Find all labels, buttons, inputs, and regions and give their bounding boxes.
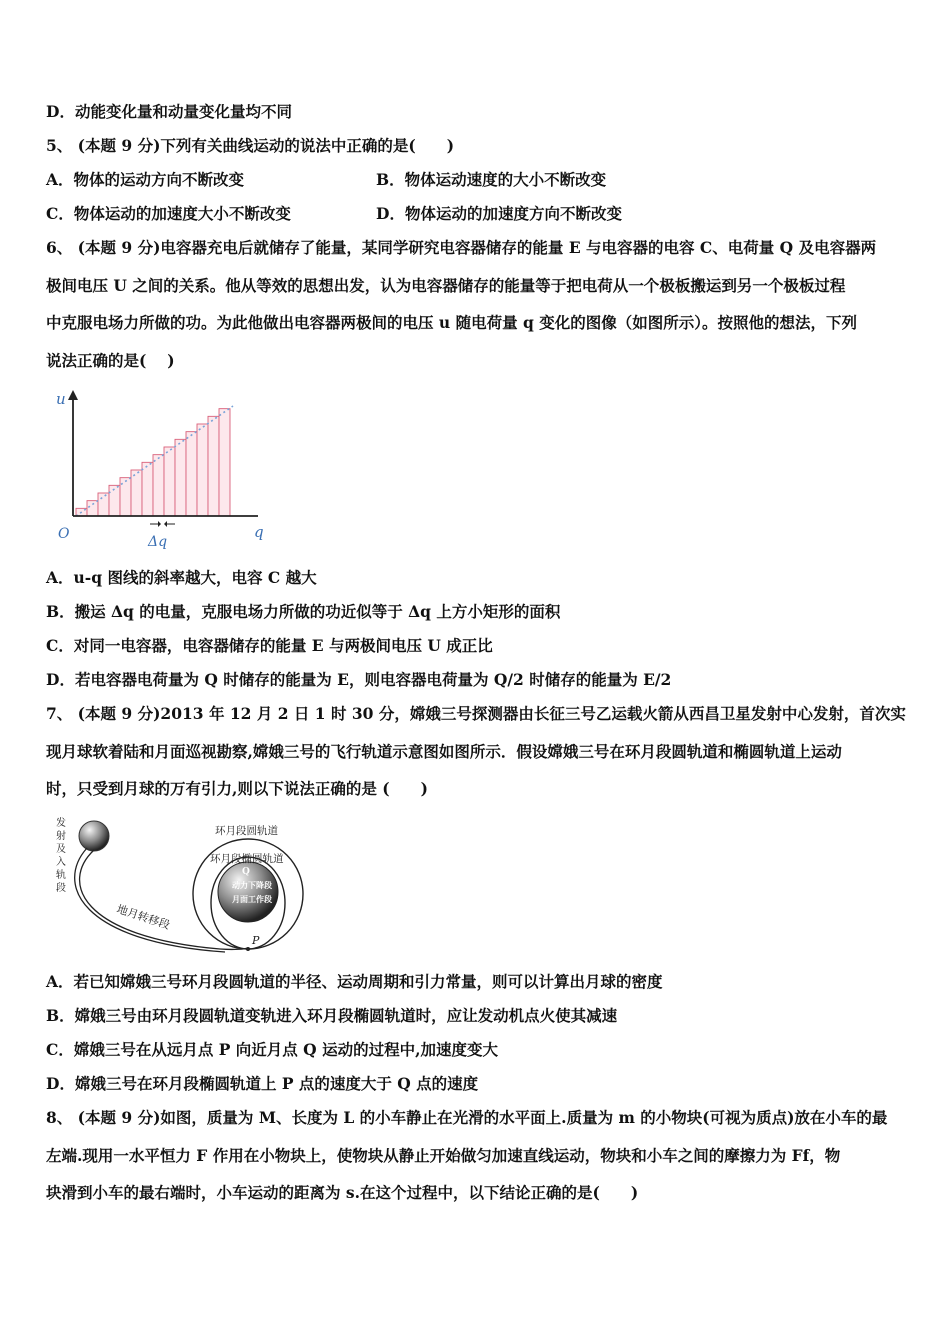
q6-stem-line-1: 6、 (本题 9 分)电容器充电后就储存了能量，某同学研究电容器储存的能量 E 与电容器的电容 C、电荷量 Q 及电容器两 [46, 238, 877, 257]
point-q-label: Q [242, 867, 250, 877]
charge-step-bar [142, 462, 153, 516]
earth-icon [79, 821, 109, 851]
point-p-label: P [252, 934, 260, 947]
launch-char: 发 [56, 818, 66, 829]
q5-option-a: A．物体的运动方向不断改变 [46, 170, 245, 189]
charge-step-bar [175, 439, 186, 516]
charge-step-bar [153, 455, 164, 516]
q7-option-d: D．嫦娥三号在环月段椭圆轨道上 P 点的速度大于 Q 点的速度 [46, 1074, 479, 1093]
transfer-phase-label: 地月转移段 [115, 902, 172, 932]
elliptical-orbit-label: 环月段椭圆轨道 [210, 853, 284, 865]
charge-step-bar [131, 470, 142, 516]
q7-option-c: C．嫦娥三号在从远月点 P 向近月点 Q 运动的过程中,加速度变大 [46, 1040, 498, 1059]
charge-step-bar [87, 501, 98, 516]
q8-stem-line-2: 左端.现用一水平恒力 F 作用在小物块上，使物块从静止开始做匀加速直线运动，物块和小车之间的摩擦力为 Ff，物 [46, 1146, 841, 1165]
delta-q-label: Δq [148, 534, 168, 550]
charge-step-bar [208, 416, 219, 516]
q5-stem: 5、 (本题 9 分)下列有关曲线运动的说法中正确的是( ) [46, 136, 455, 155]
q5-option-c: C．物体运动的加速度大小不断改变 [46, 204, 291, 223]
uq-graph-figure [50, 388, 280, 550]
charge-step-bar [98, 493, 109, 516]
delta-arrow-right-head [164, 521, 167, 527]
q6-option-a: A．u-q 图线的斜率越大，电容 C 越大 [46, 568, 317, 587]
point-p-dot [246, 947, 250, 951]
q-axis-label: q [254, 523, 264, 541]
delta-arrow-left-head [158, 521, 161, 527]
launch-char: 轨 [56, 870, 66, 881]
q7-option-b: B．嫦娥三号由环月段圆轨道变轨进入环月段椭圆轨道时，应让发动机点火使其减速 [46, 1006, 618, 1025]
charge-step-bar [219, 409, 230, 516]
u-axis-label: u [56, 390, 66, 408]
charge-step-bar [197, 424, 208, 516]
launch-phase-label [56, 816, 69, 894]
q6-stem-line-3: 中克服电场力所做的功。为此他做出电容器两极间的电压 u 随电荷量 q 变化的图像（如图所示）。按照他的想法，下列 [46, 313, 857, 332]
q6-option-c: C．对同一电容器，电容器储存的能量 E 与两极间电压 U 成正比 [46, 636, 493, 655]
q6-option-b: B．搬运 Δq 的电量，克服电场力所做的功近似等于 Δq 上方小矩形的面积 [46, 602, 561, 621]
q7-stem-line-2: 现月球软着陆和月面巡视勘察,嫦娥三号的飞行轨道示意图如图所示．假设嫦娥三号在环月段圆轨道和椭圆轨道上运动 [46, 742, 842, 761]
launch-char: 及 [56, 844, 66, 855]
circular-orbit-label: 环月段圆轨道 [215, 825, 278, 837]
orbit-diagram-figure [50, 812, 320, 954]
prev-question-option-d: D．动能变化量和动量变化量均不同 [46, 102, 292, 121]
q8-stem-line-3: 块滑到小车的最右端时，小车运动的距离为 s.在这个过程中，以下结论正确的是( ) [46, 1183, 639, 1202]
charge-step-bars [76, 409, 230, 516]
launch-char: 入 [56, 857, 66, 868]
surface-phase-label: 月面工作段 [232, 894, 272, 904]
descent-phase-label: 动力下降段 [232, 880, 272, 890]
q6-stem-line-2: 极间电压 U 之间的关系。他从等效的思想出发，认为电容器储存的能量等于把电荷从一个极板搬运到另一个极板过程 [46, 276, 846, 295]
q5-option-d: D．物体运动的加速度方向不断改变 [376, 204, 622, 223]
charge-step-bar [186, 432, 197, 516]
u-axis-arrow [68, 390, 78, 400]
q7-stem-line-1: 7、 (本题 9 分)2013 年 12 月 2 日 1 时 30 分，嫦娥三号探测器由长征三号乙运载火箭从西昌卫星发射中心发射，首次实 [46, 704, 906, 723]
q6-stem-line-4: 说法正确的是( ) [46, 351, 175, 370]
launch-char: 射 [56, 831, 66, 842]
q6-option-d: D．若电容器电荷量为 Q 时储存的能量为 E，则电容器电荷量为 Q/2 时储存的能量为 E/2 [46, 670, 672, 689]
q7-stem-line-3: 时，只受到月球的万有引力,则以下说法正确的是 ( ) [46, 779, 428, 798]
launch-char: 段 [56, 883, 66, 894]
q8-stem-line-1: 8、 (本题 9 分)如图，质量为 M、长度为 L 的小车静止在光滑的水平面上.质量为 m 的小物块(可视为质点)放在小车的最 [46, 1108, 888, 1127]
charge-step-bar [164, 447, 175, 516]
q7-option-a: A．若已知嫦娥三号环月段圆轨道的半径、运动周期和引力常量，则可以计算出月球的密度 [46, 972, 663, 991]
q5-option-b: B．物体运动速度的大小不断改变 [376, 170, 607, 189]
origin-label: O [58, 526, 70, 542]
